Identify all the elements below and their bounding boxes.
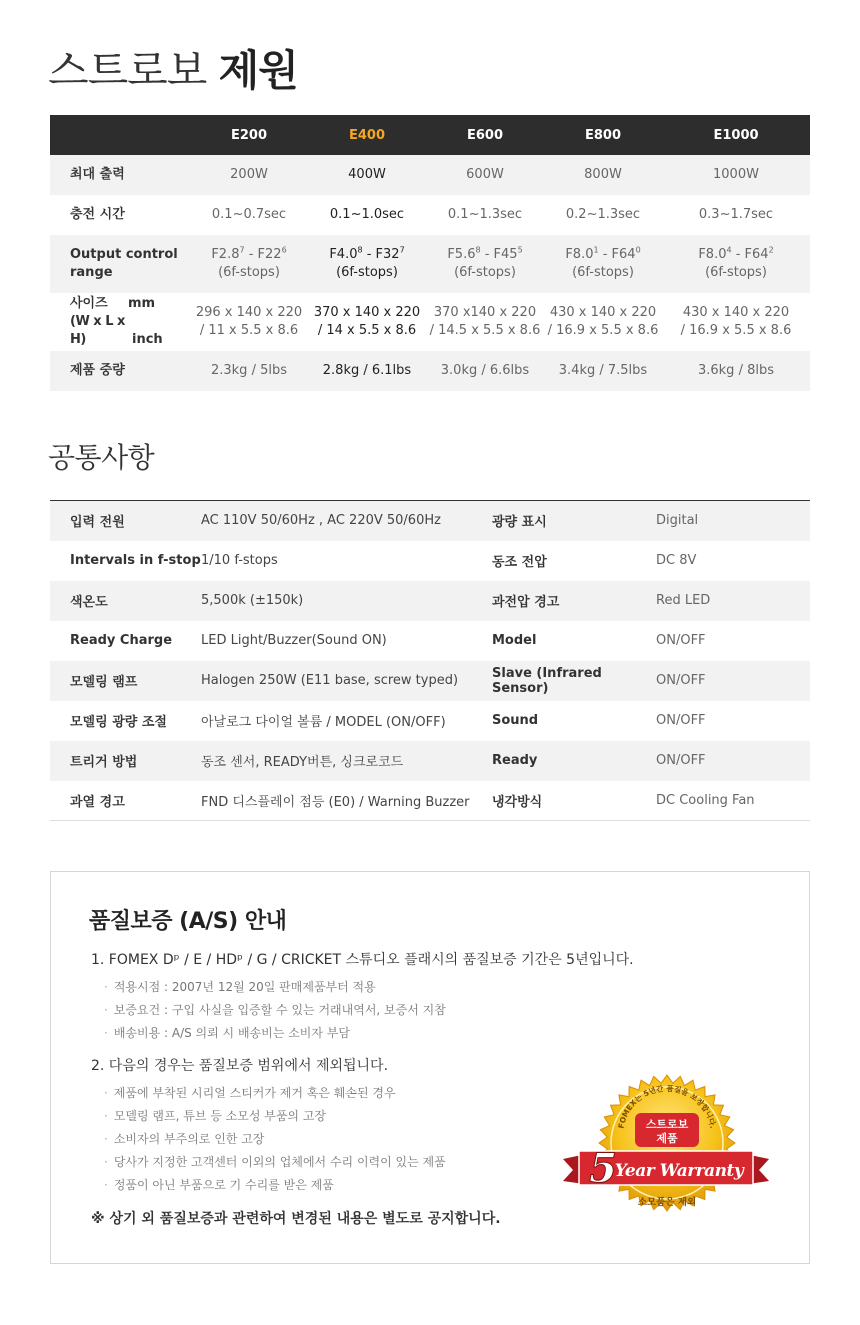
spec-key: Ready (492, 741, 656, 781)
size-unit-inch: inch (132, 332, 163, 347)
size-inch: / 14.5 x 5.5 x 8.6 (429, 323, 541, 338)
size-inch: / 16.9 x 5.5 x 8.6 (547, 323, 659, 338)
list-item: · 소비자의 부주의로 인한 고장 (104, 1132, 265, 1146)
f-stops: (6f-stops) (218, 265, 280, 280)
cell (308, 293, 426, 351)
cell: 0.1~0.7sec (211, 207, 287, 222)
spec-value: LED Light/Buzzer(Sound ON) (201, 633, 387, 648)
list-item: · 당사가 지정한 고객센터 이외의 업체에서 수리 이력이 있는 제품 (104, 1155, 446, 1169)
spec-value: FND 디스플레이 점등 (E0) / Warning Buzzer (201, 794, 470, 810)
table-row (50, 741, 810, 781)
warranty-seal-icon (561, 1057, 771, 1232)
spec-key: Intervals in f-stop (70, 553, 201, 568)
cell: 800W (544, 155, 662, 195)
row-max-output (50, 155, 810, 195)
size-mm: 430 x 140 x 220 (682, 305, 790, 320)
f-min: F8.0 (565, 247, 594, 262)
cell (190, 293, 308, 351)
f-min: F4.0 (329, 247, 358, 262)
row-label-line1: Output control (70, 247, 178, 262)
cell: 2.8kg / 6.1lbs (308, 351, 426, 391)
list-item: · 제품에 부착된 시리얼 스티커가 제거 혹은 훼손된 경우 (104, 1086, 396, 1100)
spec-title-light: 스트로보 (48, 46, 207, 95)
model-e200: E200 (190, 115, 308, 155)
spec-value: 동조 센서, READY버튼, 싱크로코드 (201, 741, 492, 781)
row-label (50, 235, 190, 293)
f-max-sup: 7 (399, 245, 405, 255)
f-max: F64 (611, 247, 636, 262)
row-size (50, 293, 810, 351)
size-mm: 370 x 140 x 220 (313, 305, 421, 320)
spec-value: 1/10 f-stops (201, 553, 278, 568)
cell: 200W (190, 155, 308, 195)
warranty-note: ※ 상기 외 품질보증과 관련하여 변경된 내용은 별도로 공지합니다. (91, 1211, 501, 1227)
f-max: F32 (375, 247, 400, 262)
cell: $F5.6^8 - F45^5$ (6f-stops) (426, 235, 544, 293)
f-min: F8.0 (698, 247, 727, 262)
spec-key: 광량 표시 (492, 501, 656, 541)
table-row (50, 581, 810, 621)
table-row (50, 541, 810, 581)
list-item-text: 정품이 아닌 부품으로 기 수리를 받은 제품 (113, 1178, 334, 1192)
cell: 1000W (662, 155, 810, 195)
spec-value: Red LED (656, 581, 810, 621)
cell: 3.0kg / 6.6lbs (426, 351, 544, 391)
cell: 2.3kg / 5lbs (190, 351, 308, 391)
spec-key: 트리거 방법 (50, 741, 201, 781)
size-dims-label: (W x L x H) (70, 314, 125, 347)
spec-header-row (50, 115, 810, 155)
cell: 600W (426, 155, 544, 195)
model-e1000: E1000 (662, 115, 810, 155)
table-row (50, 621, 810, 661)
spec-title-bold: 제원 (218, 46, 298, 95)
spec-key: 과열 경고 (70, 794, 125, 810)
spec-key: 입력 전원 (50, 501, 201, 541)
row-charge-time (50, 195, 810, 235)
spec-value: 아날로그 다이얼 볼륨 / MODEL (ON/OFF) (201, 715, 446, 730)
cell (426, 293, 544, 351)
row-output-control (50, 235, 810, 293)
cell: $F8.0^4 - F64^2$ (6f-stops) (662, 235, 810, 293)
seal-big-number: 5 (589, 1145, 617, 1192)
f-min: F5.6 (447, 247, 476, 262)
f-min-sup: 7 (239, 245, 245, 255)
f-max: F64 (744, 247, 769, 262)
row-label: 충전 시간 (70, 207, 125, 222)
f-stops: (6f-stops) (705, 265, 767, 280)
f-max-sup: 0 (635, 245, 641, 255)
model-e600: E600 (426, 115, 544, 155)
spec-key: 모델링 램프 (50, 661, 201, 701)
spec-value: AC 110V 50/60Hz , AC 220V 50/60Hz (201, 501, 492, 541)
f-stops: (6f-stops) (454, 265, 516, 280)
row-label: 최대 출력 (50, 155, 190, 195)
spec-header-empty (50, 115, 190, 155)
warranty-heading-1: 1. FOMEX Dᵖ / E / HDᵖ / G / CRICKET 스튜디오 플래시의 품질보증 기간은 5년입니다. (91, 952, 634, 968)
list-item-text: 당사가 지정한 고객센터 이외의 업체에서 수리 이력이 있는 제품 (113, 1155, 446, 1169)
table-row (50, 701, 810, 741)
size-unit-mm: mm (128, 296, 156, 311)
spec-value: ON/OFF (656, 633, 706, 648)
cell: 0.2~1.3sec (565, 207, 641, 222)
f-stops: (6f-stops) (572, 265, 634, 280)
row-weight (50, 351, 810, 391)
spec-value: ON/OFF (656, 661, 810, 701)
cell: 3.6kg / 8lbs (662, 351, 810, 391)
spec-key: 모델링 광량 조절 (70, 715, 167, 730)
cell: $F2.8^7 - F22^6$ (6f-stops) (190, 235, 308, 293)
seal-product-line2: 제품 (656, 1132, 678, 1145)
warranty-box (50, 871, 810, 1264)
f-min-sup: 1 (593, 245, 599, 255)
common-title: 공통사항 (48, 441, 155, 474)
f-min-sup: 8 (475, 245, 481, 255)
size-mm: 430 x 140 x 220 (549, 305, 657, 320)
seal-footer-text: 소모품은 제외 (637, 1197, 697, 1208)
cell: 0.1~1.0sec (329, 207, 405, 222)
f-max-sup: 5 (517, 245, 523, 255)
f-max-sup: 2 (768, 245, 774, 255)
spec-key: 색온도 (50, 581, 201, 621)
table-row (50, 781, 810, 821)
table-row (50, 501, 810, 541)
warranty-title: 품질보증 (A/S) 안내 (89, 909, 287, 934)
list-item-text: 제품에 부착된 시리얼 스티커가 제거 혹은 훼손된 경우 (113, 1086, 396, 1100)
spec-value: ON/OFF (656, 713, 706, 728)
spec-key: 동조 전압 (492, 555, 547, 570)
list-item-text: 적용시점 : 2007년 12월 20일 판매제품부터 적용 (113, 980, 376, 994)
cell: 400W (308, 155, 426, 195)
cell: $F8.0^1 - F64^0$ (6f-stops) (544, 235, 662, 293)
spec-value: DC Cooling Fan (656, 792, 755, 808)
f-max: F45 (493, 247, 518, 262)
f-min-sup: 4 (726, 245, 732, 255)
cell (662, 293, 810, 351)
row-label (50, 293, 190, 351)
list-item: · 모델링 램프, 튜브 등 소모성 부품의 고장 (104, 1109, 327, 1123)
f-min-sup: 8 (357, 245, 363, 255)
size-label: 사이즈 (70, 296, 108, 311)
spec-key: Model (492, 633, 537, 648)
spec-value: Digital (656, 501, 810, 541)
row-label: 제품 중량 (50, 351, 190, 391)
cell: $F4.0^8 - F32^7$ (6f-stops) (308, 235, 426, 293)
spec-value: 5,500k (±150k) (201, 581, 492, 621)
spec-value: ON/OFF (656, 741, 810, 781)
size-inch: / 11 x 5.5 x 8.6 (199, 323, 299, 338)
list-item-text: 보증요건 : 구입 사실을 입증할 수 있는 거래내역서, 보증서 지참 (113, 1003, 446, 1017)
model-e400: E400 (308, 115, 426, 155)
list-item-text: 소비자의 부주의로 인한 고장 (113, 1132, 265, 1146)
warranty-badge (561, 1057, 771, 1232)
f-max: F22 (257, 247, 282, 262)
f-stops: (6f-stops) (336, 265, 398, 280)
f-min: F2.8 (211, 247, 240, 262)
warranty-heading-2: 2. 다음의 경우는 품질보증 범위에서 제외됩니다. (91, 1058, 389, 1074)
cell (544, 293, 662, 351)
spec-key: Ready Charge (70, 633, 173, 648)
list-item: · 정품이 아닌 부품으로 기 수리를 받은 제품 (104, 1178, 334, 1192)
list-item-text: 배송비용 : A/S 의뢰 시 배송비는 소비자 부담 (113, 1026, 350, 1040)
list-item: · 보증요건 : 구입 사실을 입증할 수 있는 거래내역서, 보증서 지참 (104, 1003, 446, 1017)
spec-key: Sound (492, 713, 539, 728)
seal-product-line1: 스트로보 (645, 1118, 689, 1131)
cell: 3.4kg / 7.5lbs (544, 351, 662, 391)
spec-value: DC 8V (656, 553, 697, 568)
size-inch: / 14 x 5.5 x 8.6 (317, 323, 417, 338)
spec-key: 과전압 경고 (492, 581, 656, 621)
f-max-sup: 6 (281, 245, 287, 255)
list-item: · 적용시점 : 2007년 12월 20일 판매제품부터 적용 (104, 980, 376, 994)
size-mm: 296 x 140 x 220 (195, 305, 303, 320)
spec-key: 냉각방식 (492, 794, 543, 810)
size-inch: / 16.9 x 5.5 x 8.6 (680, 323, 792, 338)
cell: 0.1~1.3sec (447, 207, 523, 222)
spec-key: Slave (Infrared Sensor) (492, 661, 656, 701)
cell: 0.3~1.7sec (698, 207, 774, 222)
model-e800: E800 (544, 115, 662, 155)
common-table (50, 500, 810, 821)
list-item: · 배송비용 : A/S 의뢰 시 배송비는 소비자 부담 (104, 1026, 350, 1040)
seal-ribbon-text: Year Warranty (614, 1161, 744, 1181)
spec-value: Halogen 250W (E11 base, screw typed) (201, 661, 492, 701)
size-mm: 370 x140 x 220 (433, 305, 537, 320)
spec-title (48, 38, 298, 98)
row-label-line2: range (70, 265, 113, 280)
list-item-text: 모델링 램프, 튜브 등 소모성 부품의 고장 (113, 1109, 327, 1123)
seal-arc-text: FOMEX는 5년간 품질을 보장합니다. (616, 1083, 718, 1130)
spec-table (50, 115, 810, 391)
table-row (50, 661, 810, 701)
